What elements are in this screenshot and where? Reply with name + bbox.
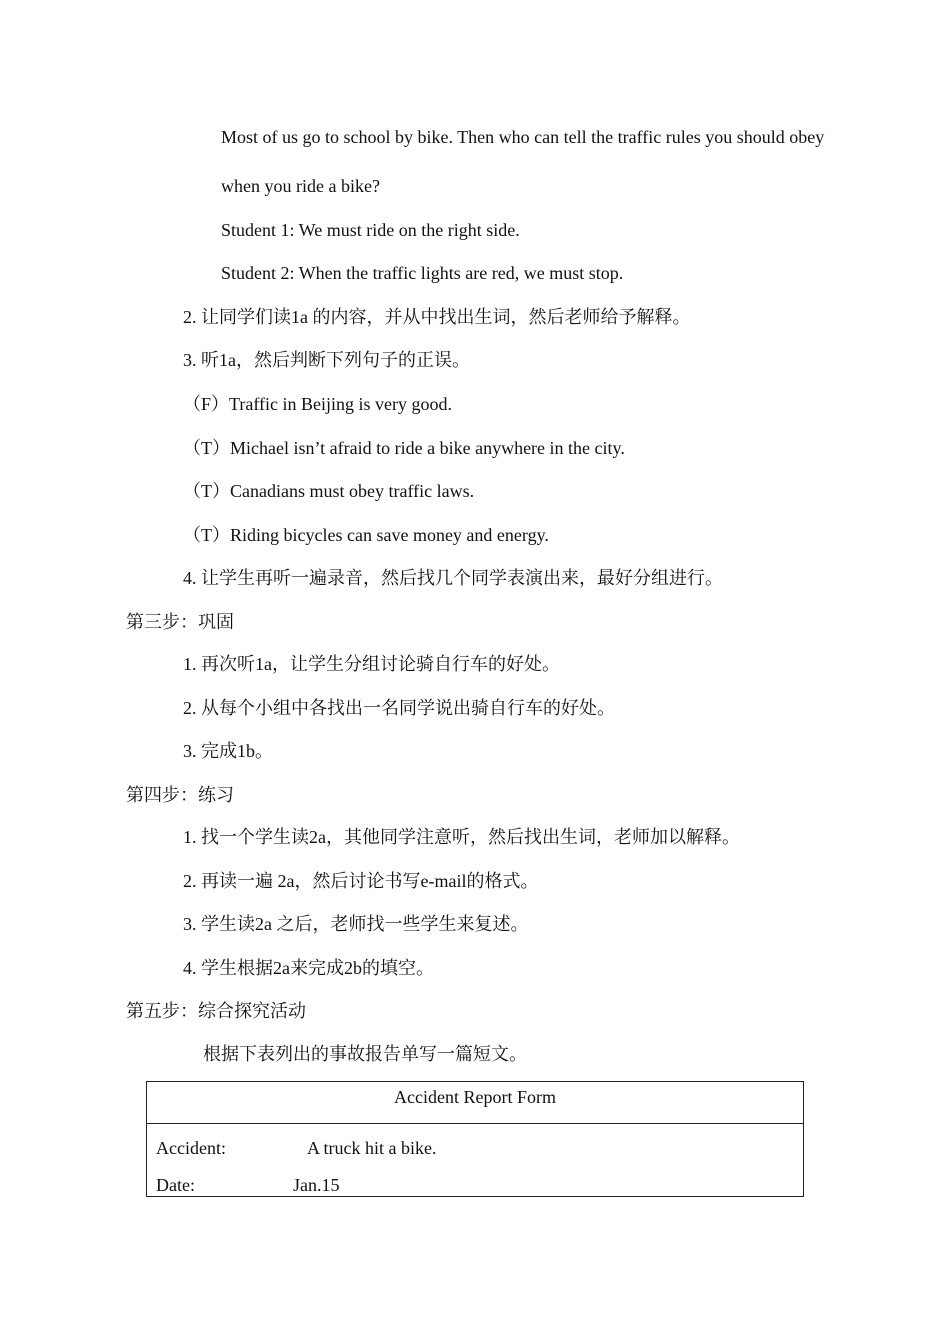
step2-item-2: 2. 让同学们读1a 的内容，并从中找出生词，然后老师给予解释。 xyxy=(183,307,691,327)
report-form-title: Accident Report Form xyxy=(147,1082,803,1124)
date-value: Jan.15 xyxy=(293,1175,340,1195)
step3-heading: 第三步：巩固 xyxy=(126,612,234,632)
step4-heading: 第四步：练习 xyxy=(126,785,234,805)
student-1-answer: Student 1: We must ride on the right side. xyxy=(221,220,520,240)
step4-item-4: 4. 学生根据2a来完成2b的填空。 xyxy=(183,958,434,978)
step2-item-4: 4. 让学生再听一遍录音，然后找几个同学表演出来，最好分组进行。 xyxy=(183,568,723,588)
step5-heading: 第五步：综合探究活动 xyxy=(126,1001,306,1021)
step5-intro: 根据下表列出的事故报告单写一篇短文。 xyxy=(203,1044,527,1064)
accident-value: A truck hit a bike. xyxy=(307,1138,437,1158)
step3-item-3: 3. 完成1b。 xyxy=(183,741,273,761)
accident-report-form xyxy=(146,1081,804,1197)
true-false-item: （F）Traffic in Beijing is very good. xyxy=(183,394,452,414)
date-label: Date: xyxy=(156,1175,195,1195)
true-false-item: （T）Michael isn’t afraid to ride a bike anywhere in the city. xyxy=(183,438,625,458)
student-2-answer: Student 2: When the traffic lights are red, we must stop. xyxy=(221,263,624,283)
true-false-item: （T）Riding bicycles can save money and energy. xyxy=(183,525,549,545)
step3-item-1: 1. 再次听1a，让学生分组讨论骑自行车的好处。 xyxy=(183,654,560,674)
intro-line-2: when you ride a bike? xyxy=(221,176,380,196)
true-false-item: （T）Canadians must obey traffic laws. xyxy=(183,481,475,501)
step4-item-3: 3. 学生读2a 之后，老师找一些学生来复述。 xyxy=(183,914,529,934)
step4-item-2: 2. 再读一遍 2a，然后讨论书写e-mail的格式。 xyxy=(183,871,539,891)
accident-label: Accident: xyxy=(156,1138,226,1158)
intro-line-1: Most of us go to school by bike. Then who can tell the traffic rules you should obey xyxy=(221,127,825,147)
step4-item-1: 1. 找一个学生读2a，其他同学注意听，然后找出生词，老师加以解释。 xyxy=(183,827,740,847)
step2-item-3: 3. 听1a，然后判断下列句子的正误。 xyxy=(183,350,470,370)
step3-item-2: 2. 从每个小组中各找出一名同学说出骑自行车的好处。 xyxy=(183,698,615,718)
